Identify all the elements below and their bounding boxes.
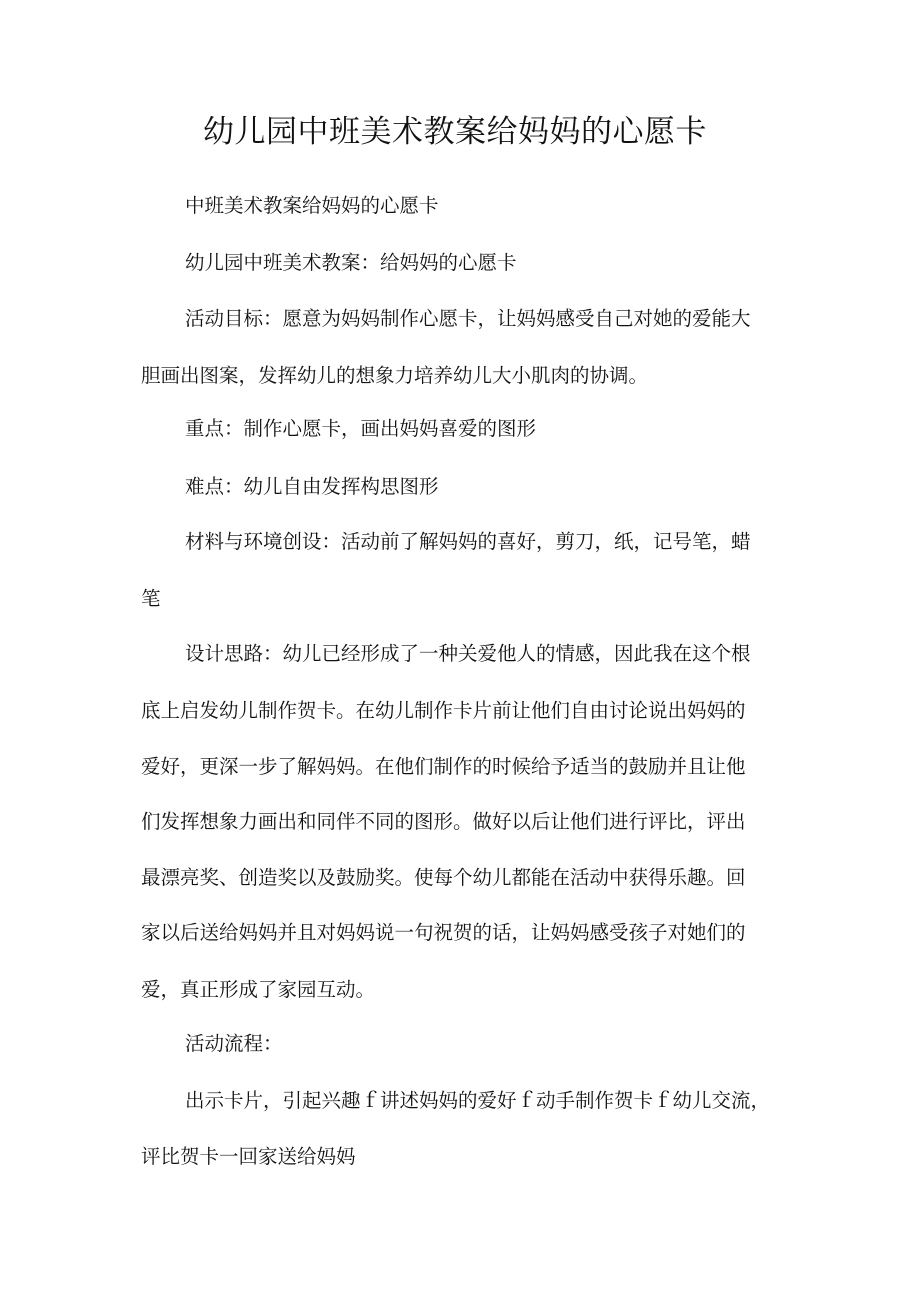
paragraph-line: 材料与环境创设：活动前了解妈妈的喜好，剪刀，纸，记号笔，蜡	[185, 530, 751, 553]
paragraph-line: 胆画出图案，发挥幼儿的想象力培养幼儿大小肌肉的协调。	[141, 364, 649, 387]
paragraph-line: 幼儿园中班美术教案：给妈妈的心愿卡	[185, 251, 517, 274]
paragraph-line: 爱，真正形成了家园互动。	[141, 978, 376, 1001]
paragraph-line: 难点：幼儿自由发挥构思图形	[185, 475, 439, 498]
paragraph-line: 重点：制作心愿卡，画出妈妈喜爱的图形	[185, 417, 537, 440]
paragraph-line: 家以后送给妈妈并且对妈妈说一句祝贺的话，让妈妈感受孩子对她们的	[141, 921, 746, 944]
document-title: 幼儿园中班美术教案给妈妈的心愿卡	[203, 114, 707, 150]
paragraph-line: 们发挥想象力画出和同伴不同的图形。做好以后让他们进行评比，评出	[141, 810, 746, 833]
paragraph-line: 底上启发幼儿制作贺卡。在幼儿制作卡片前让他们自由讨论说出妈妈的	[141, 699, 746, 722]
paragraph-line: 评比贺卡一回家送给妈妈	[141, 1145, 356, 1168]
paragraph-line: 爱好，更深一步了解妈妈。在他们制作的时候给予适当的鼓励并且让他	[141, 755, 746, 778]
paragraph-line: 出示卡片，引起兴趣ｆ讲述妈妈的爱好ｆ动手制作贺卡ｆ幼儿交流，	[185, 1089, 771, 1112]
paragraph-line: 设计思路：幼儿已经形成了一种关爱他人的情感，因此我在这个根	[185, 642, 751, 665]
paragraph-line: 笔	[141, 587, 161, 610]
paragraph-line: 中班美术教案给妈妈的心愿卡	[185, 194, 439, 217]
paragraph-line: 最漂亮奖、创造奖以及鼓励奖。使每个幼儿都能在活动中获得乐趣。回	[141, 866, 746, 889]
paragraph-line: 活动流程：	[185, 1032, 283, 1055]
paragraph-line: 活动目标：愿意为妈妈制作心愿卡，让妈妈感受自己对她的爱能大	[185, 307, 751, 330]
